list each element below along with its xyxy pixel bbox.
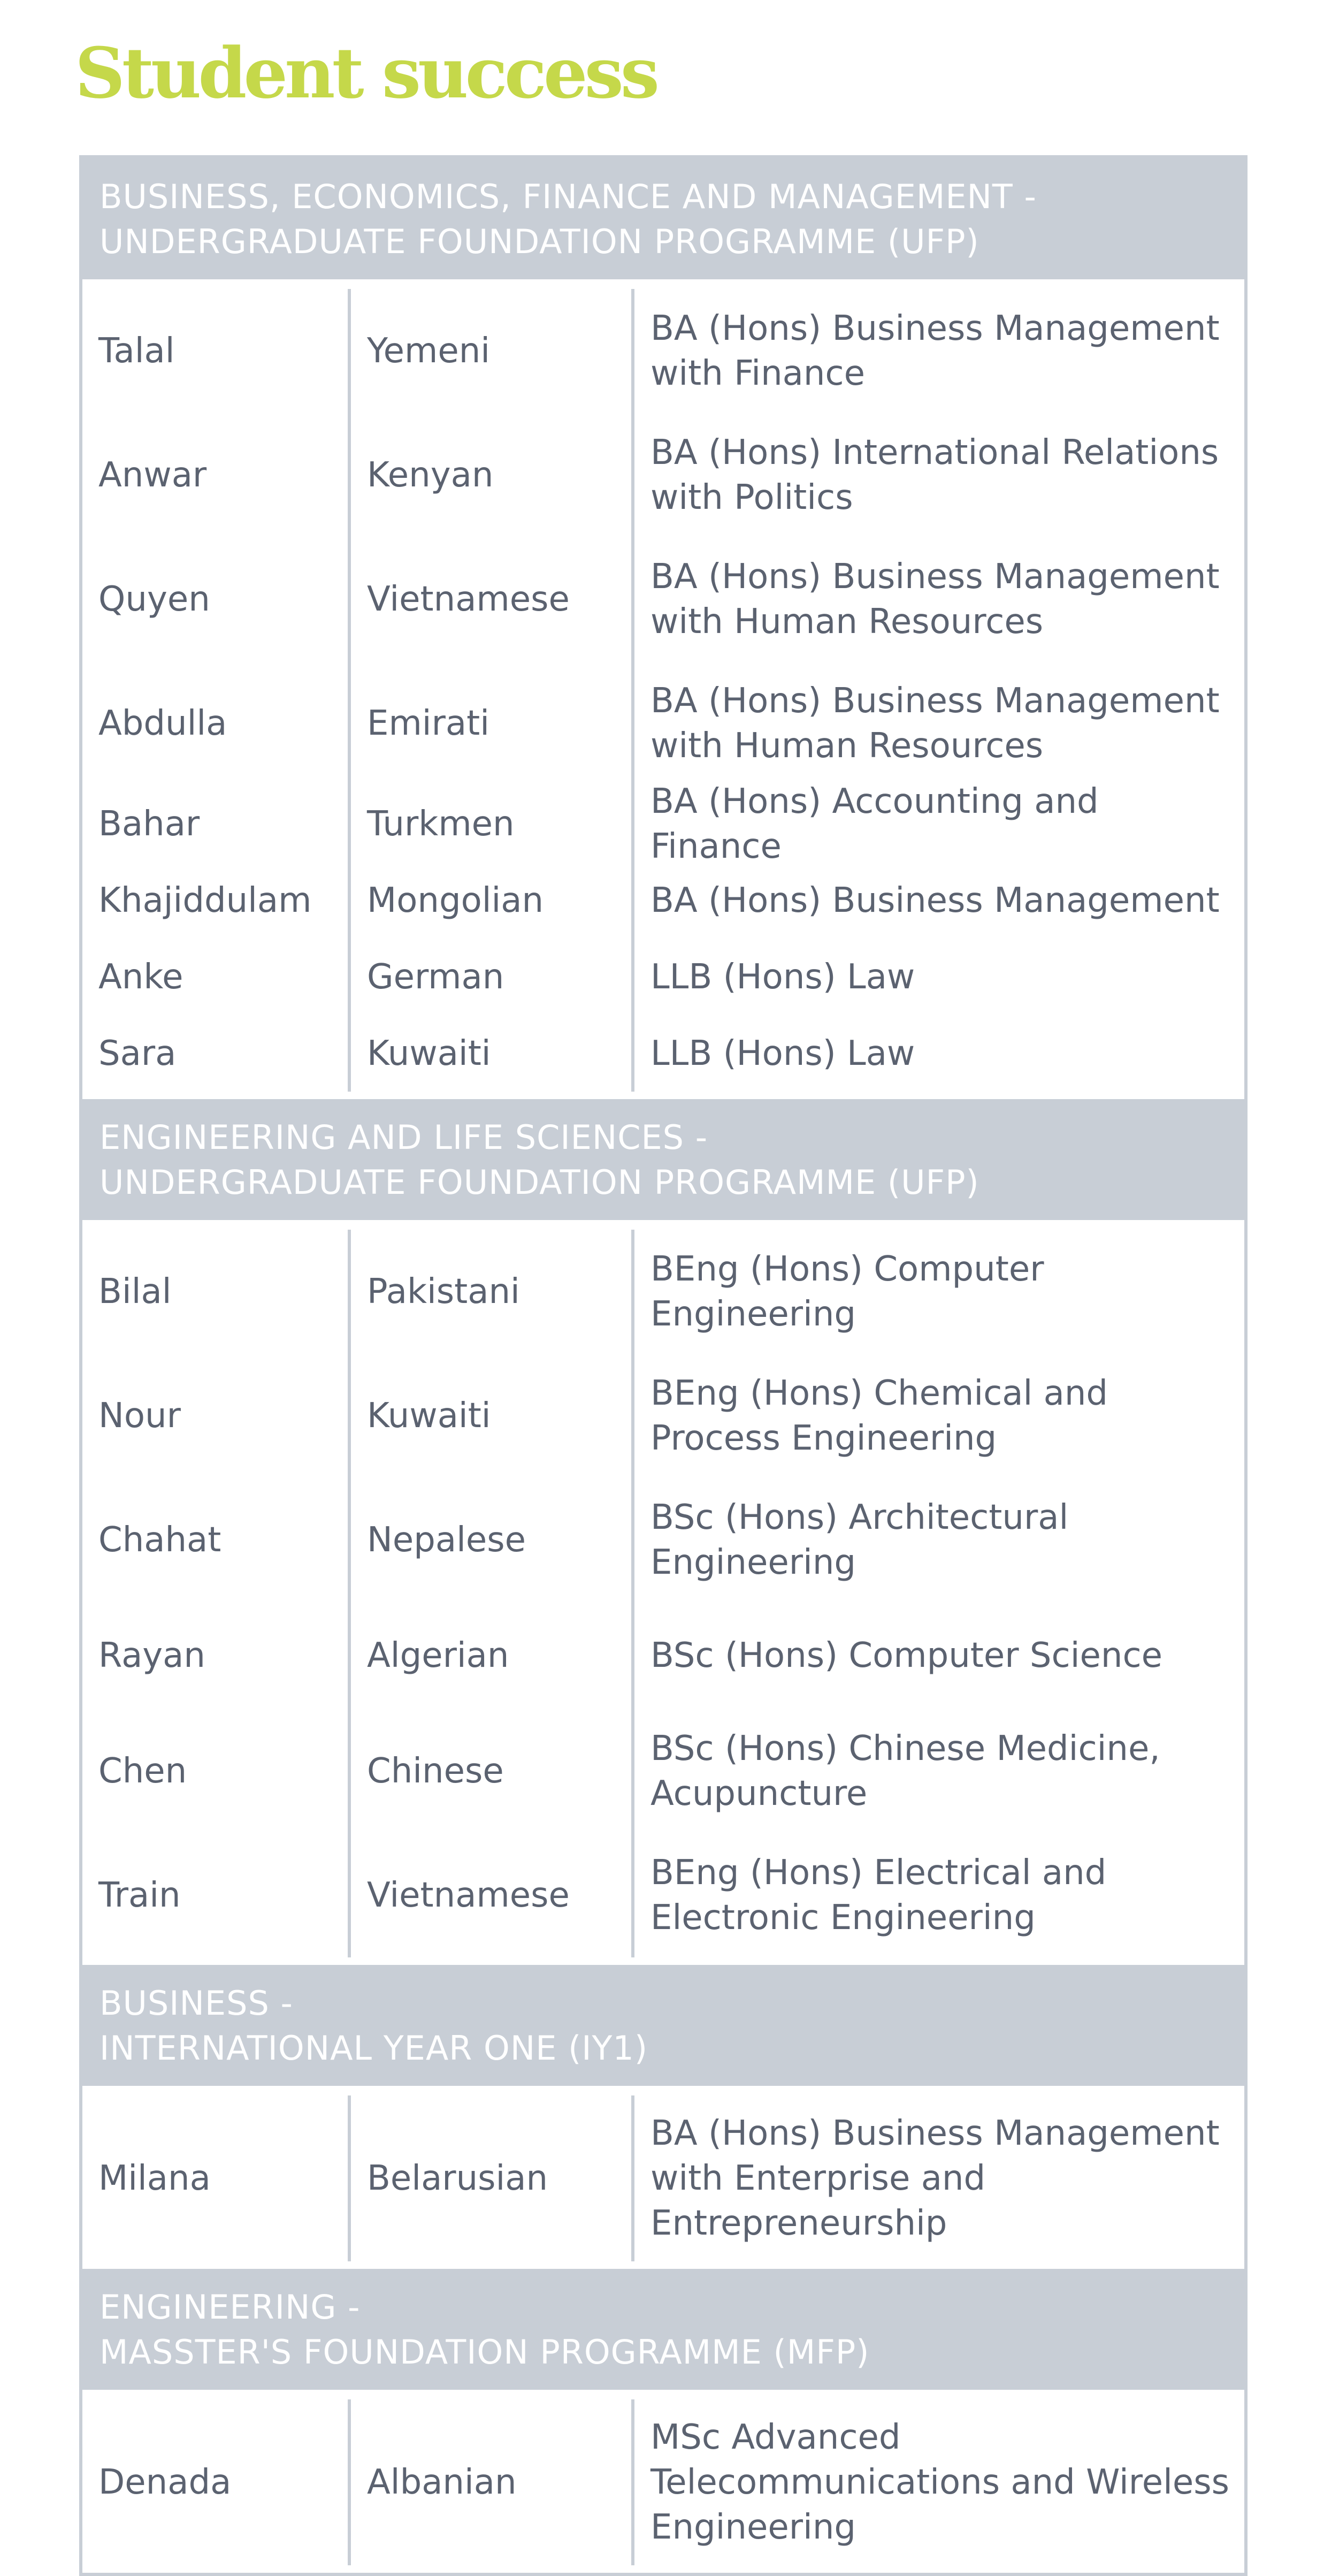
student-name: Bilal [98,1272,172,1312]
student-degree: BSc (Hons) Architectural Engineering [631,1478,1244,1602]
student-name: Nour [98,1396,181,1436]
table-row [82,1833,1244,1957]
student-nationality: Yemeni [348,289,631,413]
student-degree: BA (Hons) Business Management with Finance [631,289,1244,413]
student-degree: BEng (Hons) Electrical and Electronic Engineering [631,1833,1244,1957]
student-nationality: Emirati [348,661,631,786]
student-degree: LLB (Hons) Law [631,1015,1244,1092]
student-nationality: Belarusian [348,2095,631,2261]
student-name: Khajiddulam [98,880,312,920]
section-header-line: UNDERGRADUATE FOUNDATION PROGRAMME (UFP) [100,222,979,261]
table-row [82,2399,1244,2565]
student-degree: BA (Hons) Business Management [631,862,1244,939]
section-header [82,1965,1244,2086]
student-degree: BSc (Hons) Computer Science [631,1602,1244,1709]
student-nationality: Algerian [348,1602,631,1709]
student-name: Chahat [98,1520,221,1560]
table-row [82,2095,1244,2261]
section-header-line: UNDERGRADUATE FOUNDATION PROGRAMME (UFP) [100,1163,979,1202]
table-row [82,862,1244,939]
student-degree: BA (Hons) Business Management with Human Resources [631,661,1244,786]
student-degree: BA (Hons) Business Management with Human Resources [631,537,1244,661]
table-row [82,1709,1244,1833]
student-name: Rayan [98,1636,205,1675]
student-nationality: Vietnamese [348,537,631,661]
student-name: Chen [98,1751,187,1791]
student-degree: BEng (Hons) Computer Engineering [631,1230,1244,1354]
section-header-line: ENGINEERING - [100,2288,361,2327]
table-row [82,537,1244,661]
section-header-line: ENGINEERING AND LIFE SCIENCES - [100,1118,708,1157]
student-name: Talal [98,331,175,371]
student-nationality: Albanian [348,2399,631,2565]
section-header [82,1099,1244,1220]
student-nationality: Chinese [348,1709,631,1833]
section-header [82,2269,1244,2390]
student-nationality: Kenyan [348,413,631,537]
student-degree: BEng (Hons) Chemical and Process Engineering [631,1354,1244,1478]
student-degree: MSc Advanced Telecommunications and Wireless Engineering [631,2399,1244,2565]
page-title: Student success [75,32,656,114]
student-degree: BSc (Hons) Chinese Medicine, Acupuncture [631,1709,1244,1833]
student-name: Anwar [98,455,207,495]
section-header [82,158,1244,279]
section-rows [82,2390,1244,2573]
student-nationality: Nepalese [348,1478,631,1602]
student-nationality: Pakistani [348,1230,631,1354]
student-degree: BA (Hons) Business Management with Enterprise and Entrepreneurship [631,2095,1244,2261]
table-row [82,1015,1244,1092]
table-row [82,1354,1244,1478]
section-header-line: MASSTER'S FOUNDATION PROGRAMME (MFP) [100,2333,870,2372]
section-rows [82,1220,1244,1965]
table-row [82,289,1244,413]
student-nationality: Turkmen [348,786,631,862]
student-name: Bahar [98,804,200,844]
student-degree: BA (Hons) Accounting and Finance [631,786,1244,862]
table-row [82,661,1244,786]
student-name: Anke [98,957,183,997]
student-nationality: Kuwaiti [348,1354,631,1478]
table-row [82,1230,1244,1354]
student-nationality: German [348,939,631,1015]
section-rows [82,2086,1244,2269]
student-degree: LLB (Hons) Law [631,939,1244,1015]
table-row [82,781,1244,866]
student-nationality: Vietnamese [348,1833,631,1957]
student-nationality: Kuwaiti [348,1015,631,1092]
table-row [82,413,1244,537]
student-success-table [79,155,1248,2576]
student-name: Milana [98,2159,211,2198]
student-name: Sara [98,1033,177,1073]
table-row [82,1602,1244,1709]
section-rows [82,279,1244,1099]
student-name: Denada [98,2463,232,2502]
student-name: Abdulla [98,704,227,743]
student-name: Quyen [98,580,210,619]
section-header-line: BUSINESS, ECONOMICS, FINANCE AND MANAGEMENT - [100,177,1037,216]
table-row [82,939,1244,1015]
student-name: Train [98,1876,181,1915]
student-nationality: Mongolian [348,862,631,939]
student-degree: BA (Hons) International Relations with Politics [631,413,1244,537]
table-row [82,1478,1244,1602]
section-header-line: BUSINESS - [100,1984,293,2023]
section-header-line: INTERNATIONAL YEAR ONE (IY1) [100,2029,648,2068]
